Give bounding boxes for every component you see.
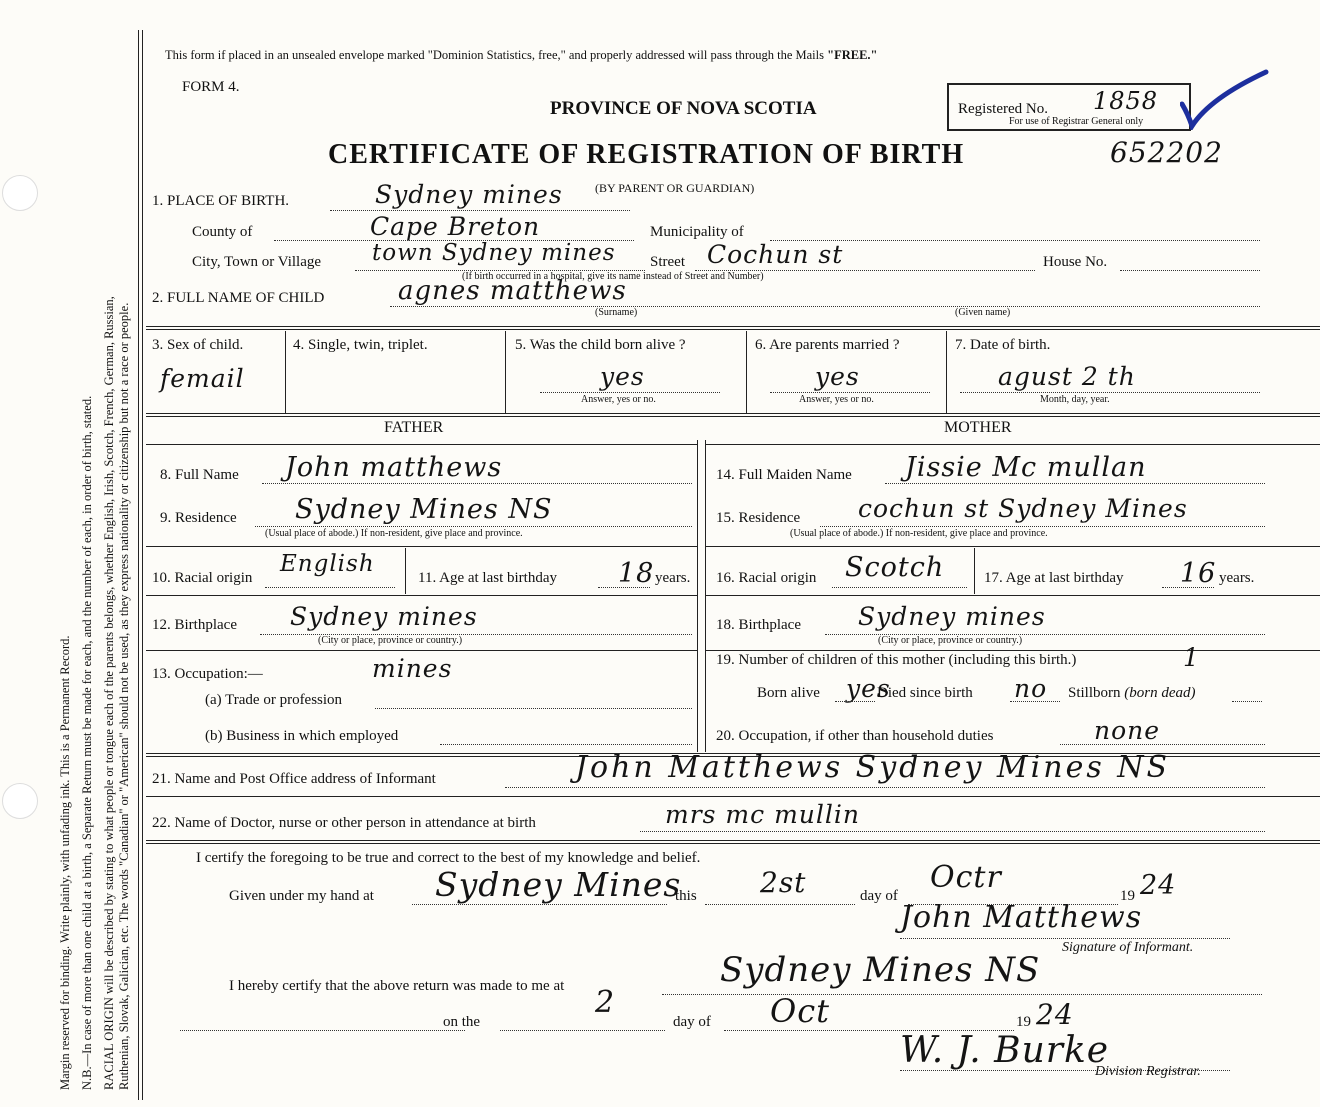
- year-prefix: 19: [1120, 888, 1135, 904]
- mother-age-label: 17. Age at last birthday: [984, 570, 1124, 586]
- punch-hole-bottom: [2, 783, 38, 819]
- informant-line: [505, 787, 1265, 788]
- mother-residence-line: [820, 526, 1265, 527]
- mother-years-label: years.: [1219, 570, 1255, 586]
- attendant-label: 22. Name of Doctor, nurse or other person in attendance at birth: [152, 815, 536, 831]
- registrar-month-value: Oct: [770, 992, 831, 1030]
- col-rule-1: [285, 331, 286, 413]
- mother-birthplace-note: (City or place, province or country.): [878, 635, 1023, 646]
- side-note-4: Ruthenian, Slovak, Galician, etc. The words "Canadian" or "American" should not be used, as they express nationality or citizenship but not a race or people.: [117, 302, 131, 1090]
- registrar-year-value: 24: [1036, 998, 1074, 1031]
- informant-label: 21. Name and Post Office address of Informant: [152, 771, 436, 787]
- date-of-birth-label: 7. Date of birth.: [955, 337, 1051, 353]
- father-racial-label: 10. Racial origin: [152, 570, 253, 586]
- place-of-birth-value: Sydney mines: [375, 180, 563, 209]
- multiple-birth-label: 4. Single, twin, triplet.: [293, 337, 428, 353]
- given-place-line: [412, 904, 667, 905]
- registrar-day-line: [500, 1030, 665, 1031]
- parents-divider-2: [705, 440, 706, 752]
- father-racial-value: English: [280, 551, 375, 577]
- check-mark-icon: [1180, 68, 1270, 130]
- mother-heading: MOTHER: [944, 419, 1012, 436]
- mother-racial-line: [832, 587, 967, 588]
- father-years-label: years.: [655, 570, 691, 586]
- mother-age-divider: [974, 548, 975, 594]
- mother-birthplace-label: 18. Birthplace: [716, 617, 801, 633]
- father-birthplace-note: (City or place, province or country.): [318, 635, 463, 646]
- child-name-value: agnes matthews: [398, 276, 627, 306]
- mother-age-value: 16: [1180, 558, 1217, 589]
- father-age-label: 11. Age at last birthday: [418, 570, 557, 586]
- col-rule-2: [505, 331, 506, 413]
- registrar-place-line: [662, 994, 1262, 995]
- registrar-certify-text: I hereby certify that the above return was made to me at: [229, 978, 565, 994]
- parents-married-label: 6. Are parents married ?: [755, 337, 900, 353]
- mother-rule-2: [706, 595, 1320, 596]
- mother-heading-rule: [706, 444, 1320, 445]
- mother-name-label: 14. Full Maiden Name: [716, 467, 852, 483]
- parents-married-line: [770, 392, 930, 393]
- registrar-place-value: Sydney Mines NS: [720, 950, 1041, 990]
- certification-rule-top-2: [146, 843, 1320, 844]
- date-of-birth-note: Month, day, year.: [1040, 394, 1110, 405]
- margin-rule: [138, 30, 139, 1100]
- registered-no-label: Registered No.: [958, 101, 1048, 117]
- punch-hole-top: [2, 175, 38, 211]
- registrar-place-line-2: [180, 1030, 465, 1031]
- father-business-label: (b) Business in which employed: [205, 728, 399, 744]
- day-of-label: day of: [860, 888, 898, 904]
- division-registrar-label: Division Registrar.: [1095, 1064, 1201, 1079]
- side-note-3: RACIAL ORIGIN will be described by stating to what people or tongue each of the parents belongs, whether English, Irish, Scotch, French, German, Russian,: [102, 296, 116, 1090]
- father-occupation-label: 13. Occupation:—: [152, 666, 263, 682]
- parents-rule-top: [146, 413, 1320, 414]
- form-number: FORM 4.: [182, 79, 240, 95]
- mother-residence-note: (Usual place of abode.) If non-resident, give place and province.: [790, 528, 1048, 539]
- father-residence-label: 9. Residence: [160, 510, 237, 526]
- mother-occupation-value: none: [1094, 716, 1161, 745]
- certify-text: I certify the foregoing to be true and correct to the best of my knowledge and belief.: [196, 850, 701, 866]
- child-name-line: [390, 306, 1260, 307]
- father-rule-1: [146, 546, 697, 547]
- stillborn-line: [1232, 701, 1262, 702]
- county-value: Cape Breton: [370, 212, 541, 241]
- mother-rule-1: [706, 546, 1320, 547]
- born-alive-line: [540, 392, 720, 393]
- on-the-label: on the: [443, 1014, 481, 1030]
- year-value: 24: [1140, 870, 1177, 901]
- children-count-value: 1: [1183, 643, 1200, 672]
- father-age-divider: [405, 548, 406, 594]
- father-rule-2: [146, 595, 697, 596]
- born-alive-label: 5. Was the child born alive ?: [515, 337, 686, 353]
- father-trade-line: [375, 708, 692, 709]
- house-no-label: House No.: [1043, 254, 1108, 270]
- given-under-hand-label: Given under my hand at: [229, 888, 374, 904]
- died-since-birth-line: [1010, 701, 1060, 702]
- postal-notice: This form if placed in an unsealed envelope marked "Dominion Statistics, free," and properly addressed will pass through the Mails "FREE.": [165, 48, 878, 62]
- registrar-use-note: For use of Registrar General only: [1009, 116, 1144, 127]
- mother-name-value: Jissie Mc mullan: [905, 452, 1147, 483]
- province-heading: PROVINCE OF NOVA SCOTIA: [550, 98, 817, 119]
- mother-birthplace-value: Sydney mines: [858, 602, 1046, 631]
- father-age-line: [598, 587, 650, 588]
- month-value: Octr: [930, 860, 1002, 895]
- parents-rule-top-2: [146, 416, 1320, 417]
- given-place-value: Sydney Mines: [435, 865, 682, 904]
- father-residence-line: [255, 526, 692, 527]
- children-count-label: 19. Number of children of this mother (including this birth.): [716, 652, 1077, 668]
- father-age-value: 18: [618, 558, 655, 589]
- mother-rule-3: [706, 650, 1320, 651]
- attendant-line: [640, 831, 1265, 832]
- mother-racial-value: Scotch: [845, 552, 945, 583]
- registrar-day-of-label: day of: [673, 1014, 711, 1030]
- row-rule-top: [146, 326, 1320, 327]
- informant-signature-line: [900, 938, 1230, 939]
- document-subtitle: (BY PARENT OR GUARDIAN): [595, 181, 755, 195]
- certificate-number: 652202: [1110, 136, 1223, 169]
- county-label: County of: [192, 224, 253, 240]
- mother-residence-label: 15. Residence: [716, 510, 801, 526]
- father-name-line: [262, 483, 692, 484]
- mother-occupation-line: [1060, 744, 1265, 745]
- father-residence-note: (Usual place of abode.) If non-resident, give place and province.: [265, 528, 523, 539]
- place-of-birth-label: 1. PLACE OF BIRTH.: [152, 193, 290, 209]
- mother-name-line: [885, 483, 1265, 484]
- stillborn-label: Stillborn (born dead): [1068, 685, 1196, 701]
- place-of-birth-line: [330, 210, 630, 211]
- father-business-line: [440, 744, 692, 745]
- side-note-1: Margin reserved for binding. Write plainly, with unfading ink. This is a Permanent Record.: [58, 635, 72, 1090]
- father-name-label: 8. Full Name: [160, 467, 239, 483]
- born-alive-count-value: yes: [846, 674, 891, 703]
- municipality-line: [770, 240, 1260, 241]
- margin-rule-2: [142, 30, 143, 1100]
- mother-residence-value: cochun st Sydney Mines: [858, 494, 1188, 523]
- parents-divider: [697, 440, 698, 752]
- born-alive-note: Answer, yes or no.: [581, 394, 656, 405]
- sex-label: 3. Sex of child.: [152, 337, 244, 353]
- father-name-value: John matthews: [285, 452, 503, 483]
- document-title: CERTIFICATE OF REGISTRATION OF BIRTH: [328, 139, 965, 170]
- registrar-signature: W. J. Burke: [900, 1030, 1110, 1071]
- father-trade-label: (a) Trade or profession: [205, 692, 343, 708]
- registered-no-box: [947, 83, 1191, 131]
- born-alive-count-label: Born alive: [757, 685, 820, 701]
- date-of-birth-line: [960, 392, 1260, 393]
- father-racial-line: [265, 587, 395, 588]
- father-birthplace-label: 12. Birthplace: [152, 617, 237, 633]
- mother-age-line: [1162, 587, 1214, 588]
- street-value: Cochun st: [707, 240, 844, 269]
- city-value: town Sydney mines: [372, 240, 616, 266]
- father-residence-value: Sydney Mines NS: [295, 494, 553, 525]
- this-label: this: [675, 888, 697, 904]
- informant-value: John Matthews Sydney Mines NS: [575, 750, 1171, 785]
- father-rule-3: [146, 650, 697, 651]
- died-since-birth-value: no: [1014, 674, 1048, 703]
- parents-married-value: yes: [815, 362, 860, 391]
- certification-rule-top: [146, 840, 1320, 841]
- mother-racial-label: 16. Racial origin: [716, 570, 817, 586]
- col-rule-3: [746, 331, 747, 413]
- father-occupation-value: mines: [372, 654, 453, 683]
- father-heading-rule: [146, 444, 697, 445]
- street-line: [695, 270, 1035, 271]
- city-label: City, Town or Village: [192, 254, 322, 270]
- surname-note: (Surname): [595, 307, 638, 318]
- side-note-2: N.B.—In case of more than one child at a birth, a Separate Return must be made for each, and the number of each, in order of birth, stated.: [80, 395, 94, 1090]
- day-line: [705, 904, 855, 905]
- father-heading: FATHER: [384, 419, 444, 436]
- parents-married-note: Answer, yes or no.: [799, 394, 874, 405]
- born-alive-value: yes: [600, 362, 645, 391]
- informant-signature: John Matthews: [900, 900, 1143, 935]
- house-no-line: [1120, 270, 1260, 271]
- mother-occupation-label: 20. Occupation, if other than household duties: [716, 728, 994, 744]
- attendant-value: mrs mc mullin: [665, 800, 860, 829]
- sex-value: femail: [160, 364, 245, 393]
- municipality-label: Municipality of: [650, 224, 744, 240]
- informant-rule-bottom: [146, 796, 1320, 797]
- street-label: Street: [650, 254, 685, 270]
- registered-no-value: 1858: [1093, 87, 1159, 115]
- col-rule-4: [946, 331, 947, 413]
- hospital-note: (If birth occurred in a hospital, give its name instead of Street and Number): [462, 271, 764, 282]
- child-name-label: 2. FULL NAME OF CHILD: [152, 290, 325, 306]
- date-of-birth-value: agust 2 th: [998, 362, 1136, 391]
- given-name-note: (Given name): [955, 307, 1011, 318]
- day-value: 2st: [760, 866, 807, 899]
- registrar-day-value: 2: [595, 985, 616, 1020]
- born-alive-count-line: [835, 701, 875, 702]
- registrar-year-prefix: 19: [1016, 1014, 1031, 1030]
- row-rule-top-2: [146, 329, 1320, 330]
- signature-of-informant-label: Signature of Informant.: [1062, 940, 1194, 955]
- died-since-birth-label: Died since birth: [877, 685, 973, 701]
- father-birthplace-value: Sydney mines: [290, 602, 478, 631]
